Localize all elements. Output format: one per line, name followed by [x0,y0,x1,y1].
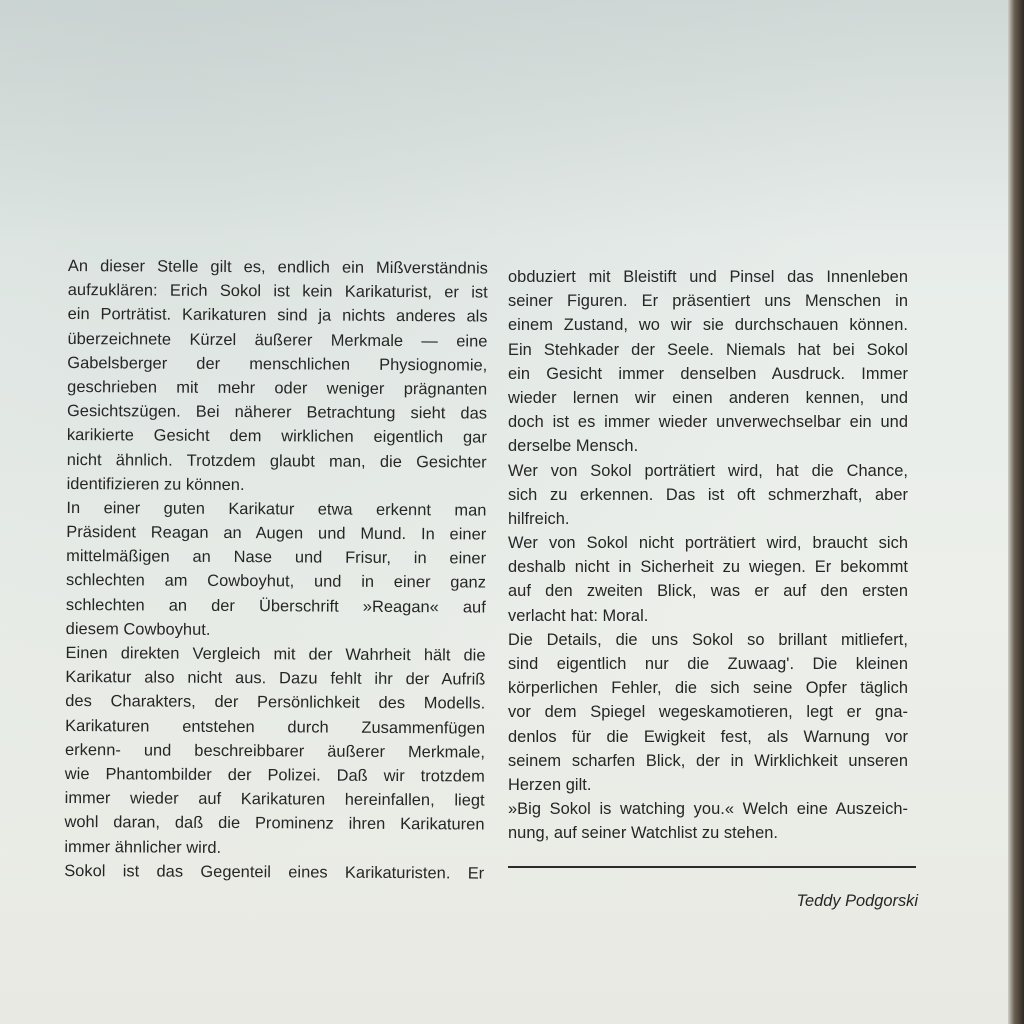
text-line: obduziert mit Bleistift und Pinsel das Innenleben [508,268,908,286]
right-text-column [508,265,908,846]
text-line: ein Gesicht immer denselben Ausdruck. Immer [508,364,908,383]
text-line: Ein Stehkader der Seele. Niemals hat bei Sokol [508,340,908,359]
text-line: sind eigentlich nur die Zuwaag'. Die kleinen [508,655,908,673]
text-line: denlos für die Ewigkeit fest, als Warnung vor [508,727,908,746]
text-line: wohl daran, daß die Prominenz ihren Karikaturen [64,813,485,834]
text-line: einem Zustand, wo wir sie durchschauen können. [508,316,908,335]
text-line: diesem Cowboyhut. [65,619,211,639]
author-signature: Teddy Podgorski [796,892,918,910]
page-shading [0,0,1010,240]
text-line: derselbe Mensch. [508,437,639,456]
text-line: hilfreich. [508,509,570,528]
text-line: doch ist es immer wieder unverwechselbar ein und [508,413,908,432]
text-line: Gabelsberger der menschlichen Physiognomie, [67,353,488,375]
text-line: nung, auf seiner Watchlist zu stehen. [508,824,779,843]
text-line: überzeichnete Kürzel äußerer Merkmale — eine [67,329,488,351]
text-line: Herzen gilt. [508,775,592,794]
text-line: aufzuklären: Erich Sokol ist kein Karikaturist, er ist [67,281,488,302]
text-line: Präsident Reagan an Augen und Mund. In einer [66,523,487,544]
text-line: Die Details, die uns Sokol so brillant mitliefert, [508,630,908,649]
text-line: identifizieren zu können. [66,474,245,494]
text-line: Karikatur also nicht aus. Dazu fehlt ihr der Aufriß [65,668,486,689]
text-line: Sokol ist das Gegenteil eines Karikaturisten. Er [64,861,485,883]
text-line: seiner Figuren. Er präsentiert uns Menschen in [508,292,908,311]
text-line: Einen direkten Vergleich mit der Wahrheit hält die [65,643,486,665]
text-line: Wer von Sokol porträtiert wird, hat die Chance, [508,461,908,480]
text-line: Wer von Sokol nicht porträtiert wird, braucht sich [508,534,908,553]
text-line: ein Porträtist. Karikaturen sind ja nichts anderes als [67,305,488,326]
text-line: sich zu erkennen. Das ist oft schmerzhaft, aber [508,485,908,504]
text-line: geschrieben mit mehr oder weniger prägnanten [67,377,488,399]
text-line: wie Phantombilder der Polizei. Daß wir trotzdem [64,764,485,786]
text-line: körperlichen Fehler, die sich seine Opfer täglich [508,679,908,698]
text-line: In einer guten Karikatur etwa erkennt man [66,498,487,520]
text-line: verlacht hat: Moral. [508,606,649,625]
text-line: nicht ähnlich. Trotzdem glaubt man, die Gesichter [66,450,487,472]
text-line: Gesichtszügen. Bei näherer Betrachtung sieht das [66,402,488,423]
text-line: seinem scharfen Blick, der in Wirklichkeit unseren [508,751,908,770]
text-line: vor dem Spiegel wegeskamotieren, legt er gna- [508,703,908,722]
text-line: An dieser Stelle gilt es, endlich ein Mißverständnis [67,256,488,278]
text-line: »Big Sokol is watching you.« Welch eine Auszeich- [508,800,908,819]
text-line: auf den zweiten Blick, was er auf den ersten [508,582,908,601]
text-line: karikierte Gesicht dem wirklichen eigentlich gar [66,426,487,447]
text-line: schlechten am Cowboyhut, und in einer ganz [65,571,487,592]
page-edge [1008,0,1024,1024]
text-line: mittelmäßigen an Nase und Frisur, in einer [66,547,487,568]
text-line: erkenn- und beschreibbarer äußerer Merkmale, [64,740,486,762]
text-line: immer wieder auf Karikaturen hereinfallen, liegt [64,789,485,810]
text-line: schlechten an der Überschrift »Reagan« auf [65,595,486,617]
text-line: Karikaturen entstehen durch Zusammenfügen [65,716,486,738]
text-line: immer ähnlicher wird. [64,837,222,857]
left-text-column [64,254,488,885]
text-line: des Charakters, der Persönlichkeit des Modells. [65,692,486,713]
text-line: wieder lernen wir einen anderen kennen, und [508,388,908,407]
author-divider-line [508,866,916,868]
text-line: deshalb nicht in Sicherheit zu wiegen. Er bekommt [508,558,908,577]
